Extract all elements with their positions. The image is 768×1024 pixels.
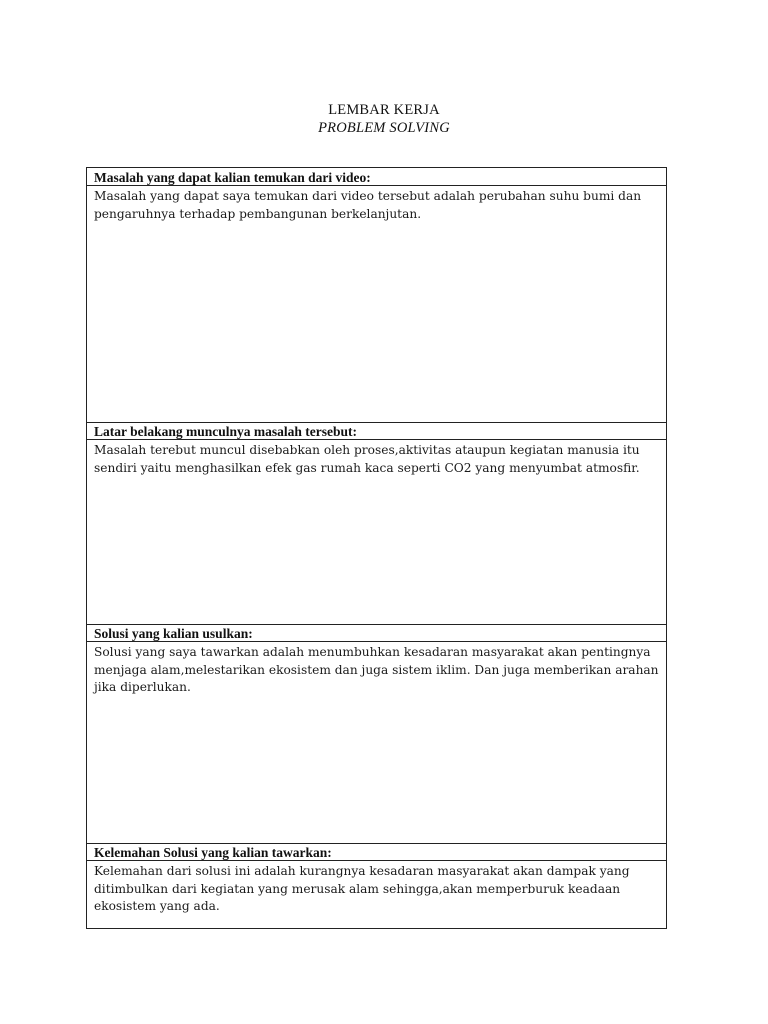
section-answer-masalah: Masalah yang dapat saya temukan dari video tersebut adalah perubahan suhu bumi dan pengaruhnya terhadap pembangunan berkelanjutan. <box>94 189 642 221</box>
section-heading-masalah: Masalah yang dapat kalian temukan dari video: <box>87 168 666 186</box>
worksheet-table <box>86 167 667 929</box>
section-answer-solusi: Solusi yang saya tawarkan adalah menumbuhkan kesadaran masyarakat akan pentingnya menjaga alam,melestarikan ekosistem dan juga sistem iklim. Dan juga memberikan arahan jika diperlukan. <box>94 645 659 694</box>
section-heading-latar-belakang: Latar belakang munculnya masalah tersebut: <box>87 422 666 440</box>
section-heading-solusi: Solusi yang kalian usulkan: <box>87 624 666 642</box>
page-title: LEMBAR KERJA <box>328 102 440 118</box>
section-answer-latar-belakang: Masalah terebut muncul disebabkan oleh proses,aktivitas ataupun kegiatan manusia itu sendiri yaitu menghasilkan efek gas rumah kaca seperti CO2 yang menyumbat atmosfir. <box>94 443 640 475</box>
section-answer-kelemahan: Kelemahan dari solusi ini adalah kurangnya kesadaran masyarakat akan dampak yang ditimbulkan dari kegiatan yang merusak alam sehingga,akan memperburuk keadaan ekosistem yang ada. <box>94 864 630 913</box>
section-heading-kelemahan: Kelemahan Solusi yang kalian tawarkan: <box>87 843 666 861</box>
page-subtitle: PROBLEM SOLVING <box>318 120 450 136</box>
